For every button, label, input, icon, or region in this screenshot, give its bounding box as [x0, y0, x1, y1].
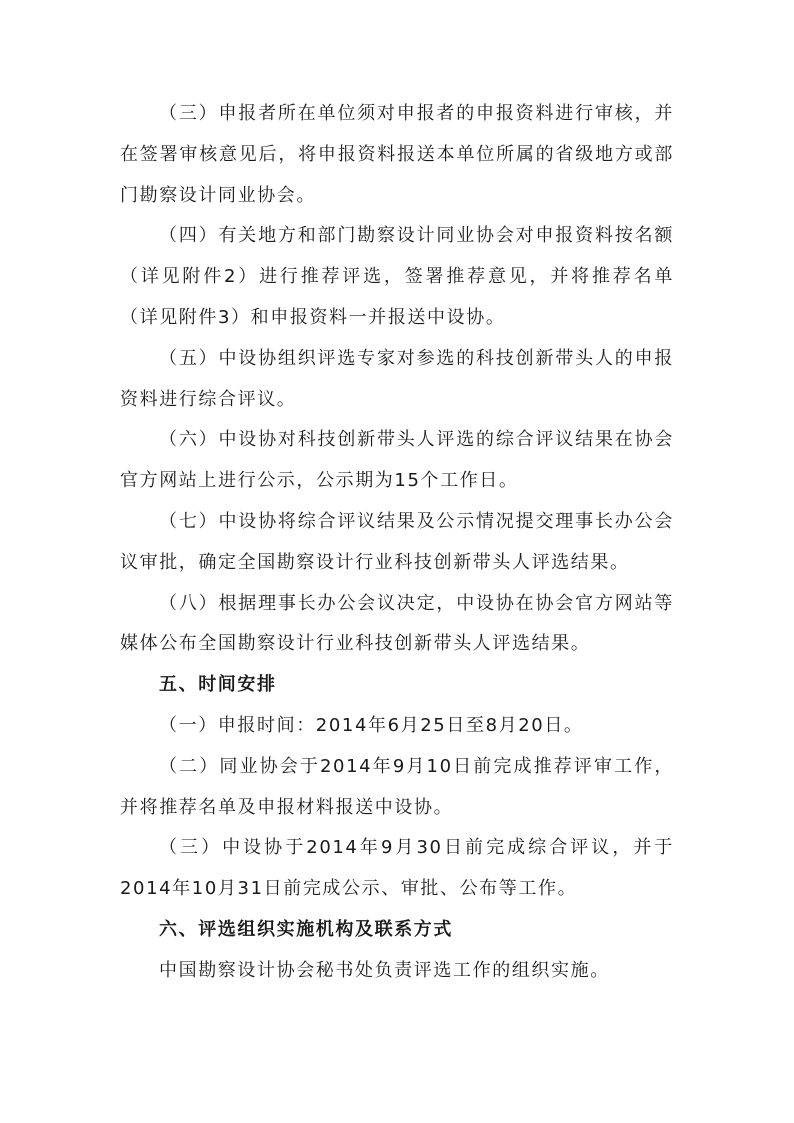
schedule-item-1: （一）申报时间：2014年6月25日至8月20日。	[159, 714, 584, 736]
schedule-item-2: （二）同业协会于2014年9月10日前完成推荐评审工作，并将推荐名单及申报材料报送中设协。	[120, 755, 674, 818]
paragraph-item-5-expert-review: （五）中设协组织评选专家对参选的科技创新带头人的申报资料进行综合评议。	[120, 347, 674, 410]
paragraph-item-3-review: （三）申报者所在单位须对申报者的申报资料进行审核，并在签署审核意见后，将申报资料报送本单位所属的省级地方或部门勘察设计同业协会。	[120, 103, 674, 206]
paragraph-item-8-announcement: （八）根据理事长办公会议决定，中设协在协会官方网站等媒体公布全国勘察设计行业科技创新带头人评选结果。	[120, 592, 674, 655]
schedule-item-3: （三）中设协于2014年9月30日前完成综合评议，并于2014年10月31日前完成公示、审批、公布等工作。	[120, 837, 674, 900]
paragraph-item-7-approval: （七）中设协将综合评议结果及公示情况提交理事长办公会议审批，确定全国勘察设计行业科技创新带头人评选结果。	[120, 510, 674, 573]
section-heading-schedule: 五、时间安排	[159, 674, 277, 696]
paragraph-item-6-publicity: （六）中设协对科技创新带头人评选的综合评议结果在协会官方网站上进行公示，公示期为15个工作日。	[120, 429, 674, 492]
organization-paragraph: 中国勘察设计协会秘书处负责评选工作的组织实施。	[159, 959, 610, 981]
paragraph-item-4-recommend: （四）有关地方和部门勘察设计同业协会对申报资料按名额（详见附件2）进行推荐评选，签署推荐意见，并将推荐名单（详见附件3）和申报资料一并报送中设协。	[120, 225, 674, 328]
section-heading-organization: 六、评选组织实施机构及联系方式	[159, 918, 453, 940]
